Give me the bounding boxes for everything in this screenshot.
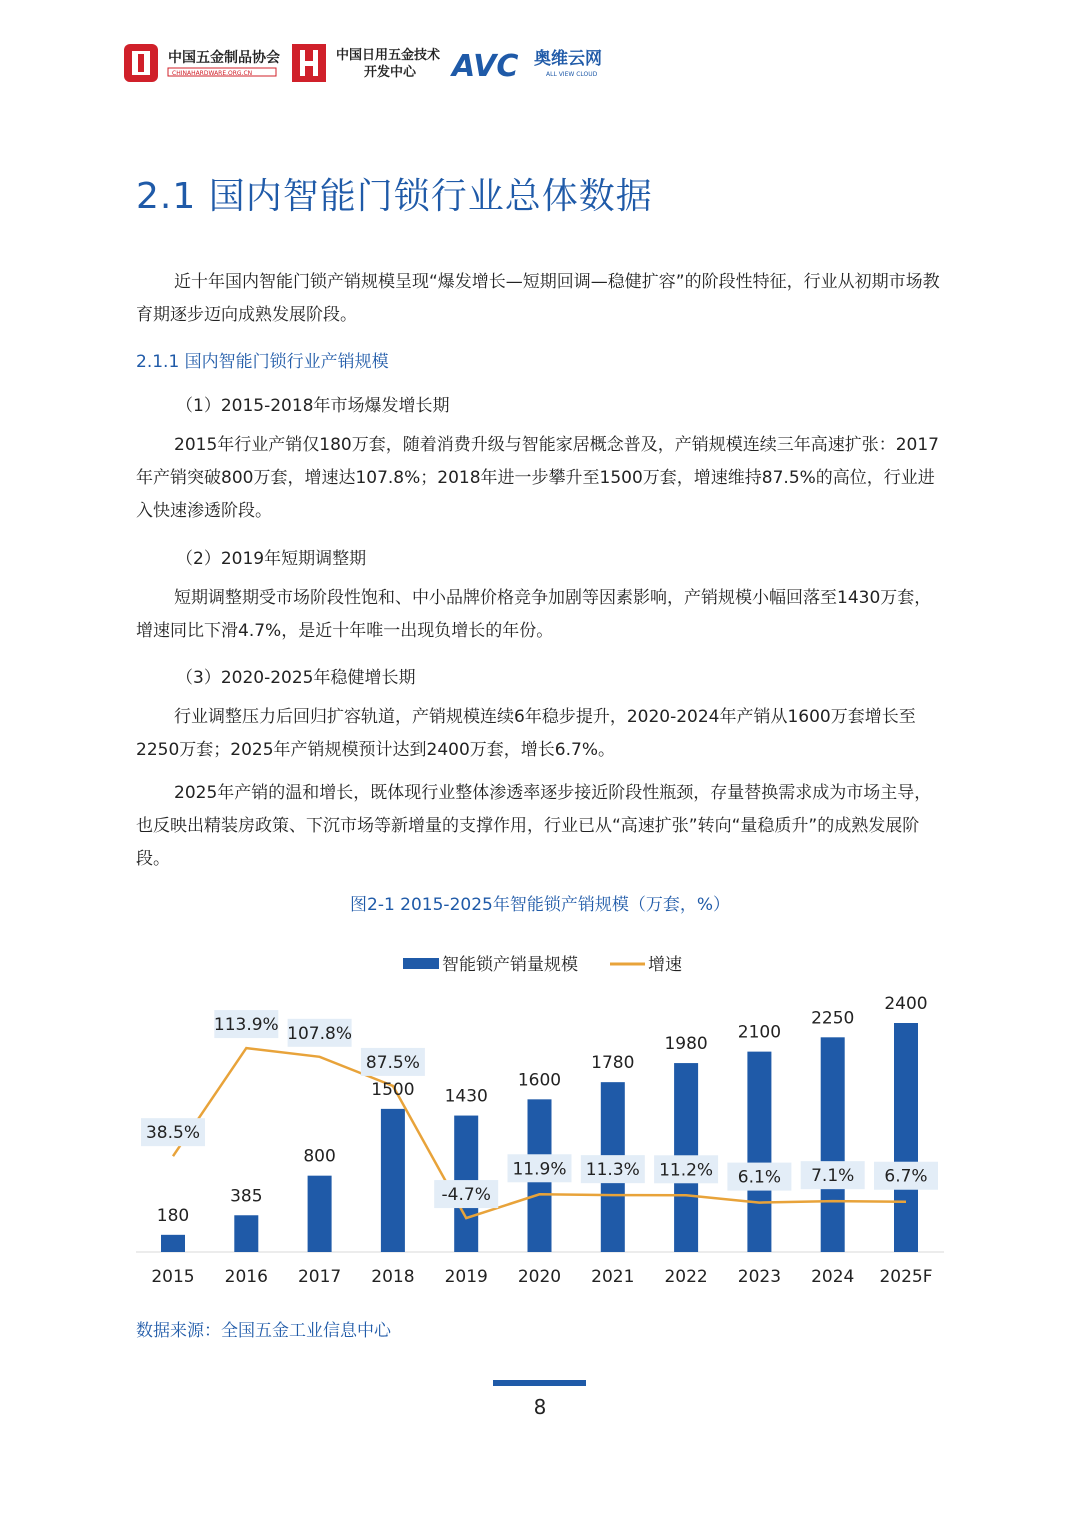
growth-label-text: -4.7% — [441, 1185, 491, 1206]
bar-2023 — [747, 1052, 771, 1252]
page-bar — [493, 1380, 586, 1386]
bar-label-2020: 1600 — [517, 1070, 562, 1091]
avc-logo: AVC — [452, 49, 519, 84]
section-title: 2.1 国内智能门锁行业总体数据 — [136, 176, 653, 217]
x-tick-2016: 2016 — [224, 1267, 268, 1287]
bar-label-2022: 1980 — [664, 1034, 708, 1055]
subsection-title: 2.1.1 国内智能门锁行业产销规模 — [136, 352, 389, 372]
data-source: 数据来源：全国五金工业信息中心 — [136, 1321, 391, 1341]
x-tick-2020: 2020 — [517, 1267, 562, 1287]
growth-label-2019 — [434, 1180, 498, 1208]
x-tick-2022: 2022 — [664, 1267, 708, 1287]
bar-label-2016: 385 — [230, 1186, 263, 1207]
period3-text1: 行业调整压力后回归扩容轨道，产销规模连续6年稳步提升，2020-2024年产销从1600万套增长至2250万套；2025年产销规模预计达到2400万套，增长6.7%。 — [136, 707, 916, 760]
bar-2017 — [308, 1176, 332, 1252]
org2-line1: 中国日用五金技术 — [336, 48, 441, 63]
growth-label-text: 6.1% — [737, 1167, 782, 1188]
period1-text: 2015年行业产销仅180万套，随着消费升级与智能家居概念普及，产销规模连续三年高速扩张：2017年产销突破800万套，增速达107.8%；2018年进一步攀升至1500万套，增速维持87.5%的高位，行业进入快速渗透阶段。 — [136, 435, 939, 521]
growth-label-text: 7.1% — [811, 1166, 855, 1187]
period2-text: 短期调整期受市场阶段性饱和、中小品牌价格竞争加剧等因素影响，产销规模小幅回落至1430万套，增速同比下滑4.7%，是近十年唯一出现负增长的年份。 — [136, 588, 932, 641]
bar-label-2019: 1430 — [444, 1086, 488, 1107]
x-tick-2025F: 2025F — [879, 1267, 933, 1287]
bar-label-2017: 800 — [303, 1146, 336, 1167]
growth-label-text: 6.7% — [884, 1166, 928, 1187]
x-tick-2019: 2019 — [444, 1267, 488, 1287]
period1-heading: （1）2015-2018年市场爆发增长期 — [176, 396, 450, 416]
intro-paragraph: 近十年国内智能门锁产销规模呈现“爆发增长—短期回调—稳健扩容”的阶段性特征，行业从初期市场教育期逐步迈向成熟发展阶段。 — [136, 272, 940, 325]
x-tick-2023: 2023 — [737, 1267, 782, 1287]
period2-heading: （2）2019年短期调整期 — [176, 549, 367, 569]
growth-label-text: 11.2% — [659, 1160, 714, 1181]
growth-label-2022 — [654, 1155, 718, 1183]
bar-label-2023: 2100 — [737, 1022, 782, 1043]
period3-text2: 2025年产销的温和增长，既体现行业整体渗透率逐步接近阶段性瓶颈，存量替换需求成为市场主导，也反映出精装房政策、下沉市场等新增量的支撑作用，行业已从“高速扩张”转向“量稳质升”的成熟发展阶段。 — [136, 783, 932, 869]
growth-label-2023 — [727, 1163, 791, 1191]
page-number: 8 — [533, 1395, 547, 1419]
bar-2016 — [234, 1215, 258, 1252]
growth-label-text: 11.9% — [512, 1159, 567, 1180]
legend-line-label: 增速 — [648, 955, 682, 975]
bar-2015 — [161, 1235, 185, 1252]
x-tick-2015: 2015 — [151, 1267, 195, 1287]
growth-label-text: 38.5% — [145, 1123, 201, 1144]
growth-label-2025F — [874, 1162, 938, 1190]
bar-label-2018: 1500 — [371, 1079, 415, 1100]
x-tick-2018: 2018 — [371, 1267, 415, 1287]
org2-line2: 开发中心 — [364, 65, 417, 80]
growth-label-2020 — [508, 1154, 572, 1182]
growth-label-2018 — [361, 1048, 425, 1076]
legend-bar-swatch — [403, 958, 439, 969]
growth-label-text: 113.9% — [213, 1015, 279, 1036]
growth-label-text: 107.8% — [287, 1023, 353, 1044]
bar-label-2021: 1780 — [591, 1053, 635, 1074]
x-tick-2021: 2021 — [591, 1267, 635, 1287]
legend-bar-label: 智能锁产销量规模 — [442, 955, 578, 975]
growth-label-2015 — [141, 1118, 205, 1146]
bar-label-2025F: 2400 — [884, 994, 928, 1014]
sales-chart — [0, 940, 1080, 1320]
x-tick-2017: 2017 — [297, 1267, 342, 1287]
chart-legend — [403, 954, 682, 975]
growth-label-2017 — [287, 1019, 352, 1047]
growth-label-2016 — [214, 1010, 279, 1038]
org1-name: 中国五金制品协会 — [168, 50, 280, 66]
period3-heading: （3）2020-2025年稳健增长期 — [176, 668, 416, 688]
hardware-association-logo — [124, 44, 158, 82]
growth-label-2021 — [581, 1155, 645, 1183]
figure-title: 图2-1 2015-2025年智能锁产销规模（万套，%） — [350, 895, 730, 915]
bar-2024 — [821, 1037, 845, 1252]
bar-label-2015: 180 — [156, 1205, 190, 1226]
header — [120, 38, 820, 88]
header-logos — [120, 38, 880, 94]
org1-url: CHINAHARDWARE.ORG.CN — [172, 70, 253, 77]
x-tick-2024: 2024 — [811, 1267, 855, 1287]
bar-2018 — [381, 1109, 405, 1252]
bar-label-2024: 2250 — [811, 1008, 855, 1029]
growth-label-text: 87.5% — [365, 1052, 420, 1073]
avc-sub: ALL VIEW CLOUD — [546, 71, 598, 78]
tech-center-logo — [292, 44, 326, 82]
bar-2025F — [894, 1023, 918, 1252]
avc-name: 奥维云网 — [534, 49, 602, 69]
growth-label-text: 11.3% — [585, 1160, 640, 1181]
growth-label-2024 — [801, 1161, 865, 1189]
